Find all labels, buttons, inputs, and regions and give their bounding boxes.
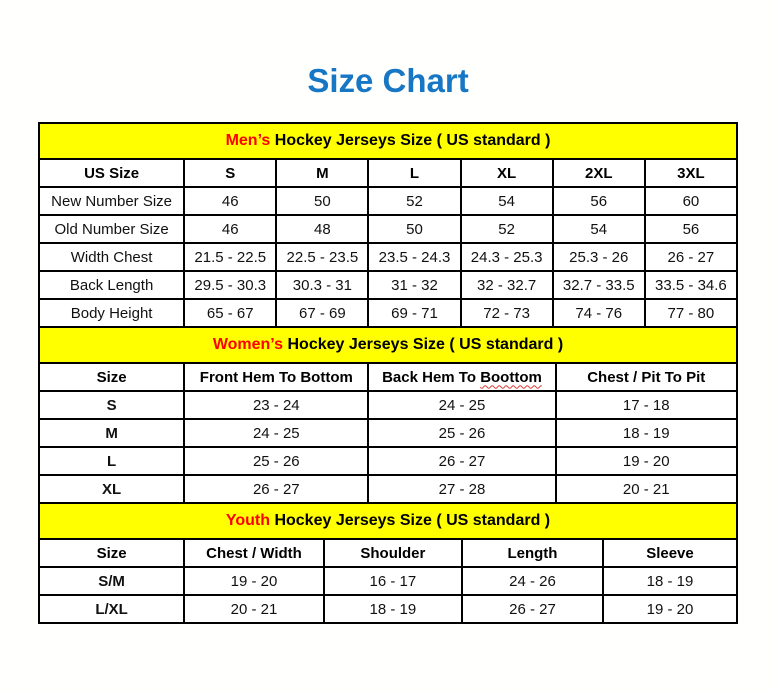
cell: 24.3 - 25.3 (461, 243, 553, 271)
womens-header-row (39, 363, 737, 391)
womens-size-table (38, 326, 738, 504)
cell: 26 - 27 (645, 243, 737, 271)
mens-header-us-size: US Size (39, 159, 184, 187)
cell: 30.3 - 31 (276, 271, 368, 299)
mens-header-m: M (276, 159, 368, 187)
cell: 18 - 19 (556, 419, 738, 447)
cell: 16 - 17 (324, 567, 462, 595)
mens-header-row (39, 159, 737, 187)
cell: 50 (276, 187, 368, 215)
mens-header-2xl: 2XL (553, 159, 645, 187)
row-label: M (39, 419, 184, 447)
cell: 54 (553, 215, 645, 243)
row-label: XL (39, 475, 184, 503)
cell: 25 - 26 (184, 447, 368, 475)
youth-band-title (39, 503, 737, 539)
mens-size-table (38, 122, 738, 328)
youth-header-size: Size (39, 539, 184, 567)
cell: 21.5 - 22.5 (184, 243, 276, 271)
table-row (39, 595, 737, 623)
cell: 19 - 20 (184, 567, 324, 595)
cell: 46 (184, 187, 276, 215)
womens-header-front-hem: Front Hem To Bottom (184, 363, 368, 391)
cell: 19 - 20 (603, 595, 737, 623)
cell: 26 - 27 (184, 475, 368, 503)
cell: 74 - 76 (553, 299, 645, 327)
table-row (39, 243, 737, 271)
table-row (39, 187, 737, 215)
cell: 65 - 67 (184, 299, 276, 327)
cell: 52 (368, 187, 460, 215)
mens-header-s: S (184, 159, 276, 187)
cell: 32 - 32.7 (461, 271, 553, 299)
table-row (39, 391, 737, 419)
youth-header-row (39, 539, 737, 567)
cell: 50 (368, 215, 460, 243)
row-label: Old Number Size (39, 215, 184, 243)
womens-header-back-hem (368, 363, 555, 391)
mens-header-xl: XL (461, 159, 553, 187)
cell: 18 - 19 (324, 595, 462, 623)
back-hem-prefix: Back Hem To (382, 368, 481, 386)
cell: 26 - 27 (368, 447, 555, 475)
youth-header-sleeve: Sleeve (603, 539, 737, 567)
cell: 31 - 32 (368, 271, 460, 299)
cell: 25.3 - 26 (553, 243, 645, 271)
youth-header-chest-width: Chest / Width (184, 539, 324, 567)
cell: 32.7 - 33.5 (553, 271, 645, 299)
youth-band-highlight: Youth (225, 512, 270, 529)
back-hem-misspelled-word: Boottom (480, 368, 542, 386)
cell: 48 (276, 215, 368, 243)
cell: 33.5 - 34.6 (645, 271, 737, 299)
mens-band-title (39, 123, 737, 159)
cell: 52 (461, 215, 553, 243)
youth-band-row (39, 503, 737, 539)
table-row (39, 419, 737, 447)
cell: 27 - 28 (368, 475, 555, 503)
cell: 56 (553, 187, 645, 215)
table-row (39, 447, 737, 475)
cell: 24 - 25 (368, 391, 555, 419)
cell: 72 - 73 (461, 299, 553, 327)
womens-band-row (39, 327, 737, 363)
youth-band-rest: Hockey Jerseys Size ( US standard ) (270, 512, 551, 529)
table-row (39, 567, 737, 595)
womens-header-chest: Chest / Pit To Pit (556, 363, 738, 391)
page-title: Size Chart (307, 62, 469, 99)
row-label: L (39, 447, 184, 475)
cell: 23.5 - 24.3 (368, 243, 460, 271)
cell: 22.5 - 23.5 (276, 243, 368, 271)
row-label: Body Height (39, 299, 184, 327)
row-label: L/XL (39, 595, 184, 623)
womens-band-title (39, 327, 737, 363)
cell: 29.5 - 30.3 (184, 271, 276, 299)
row-label: S/M (39, 567, 184, 595)
cell: 23 - 24 (184, 391, 368, 419)
womens-header-size: Size (39, 363, 184, 391)
cell: 24 - 26 (462, 567, 603, 595)
table-row (39, 299, 737, 327)
mens-band-rest: Hockey Jerseys Size ( US standard ) (270, 132, 551, 149)
cell: 77 - 80 (645, 299, 737, 327)
mens-header-3xl: 3XL (645, 159, 737, 187)
size-chart-tables (38, 122, 738, 624)
cell: 20 - 21 (184, 595, 324, 623)
table-row (39, 215, 737, 243)
mens-header-l: L (368, 159, 460, 187)
youth-header-length: Length (462, 539, 603, 567)
cell: 54 (461, 187, 553, 215)
mens-band-row (39, 123, 737, 159)
cell: 56 (645, 215, 737, 243)
cell: 19 - 20 (556, 447, 738, 475)
cell: 67 - 69 (276, 299, 368, 327)
cell: 26 - 27 (462, 595, 603, 623)
cell: 69 - 71 (368, 299, 460, 327)
row-label: Width Chest (39, 243, 184, 271)
youth-size-table (38, 502, 738, 624)
row-label: New Number Size (39, 187, 184, 215)
table-row (39, 475, 737, 503)
cell: 17 - 18 (556, 391, 738, 419)
cell: 24 - 25 (184, 419, 368, 447)
womens-band-rest: Hockey Jerseys Size ( US standard ) (283, 336, 564, 353)
youth-header-shoulder: Shoulder (324, 539, 462, 567)
cell: 18 - 19 (603, 567, 737, 595)
cell: 20 - 21 (556, 475, 738, 503)
row-label: S (39, 391, 184, 419)
cell: 46 (184, 215, 276, 243)
mens-band-highlight: Men’s (225, 132, 271, 149)
table-row (39, 271, 737, 299)
cell: 25 - 26 (368, 419, 555, 447)
cell: 60 (645, 187, 737, 215)
row-label: Back Length (39, 271, 184, 299)
womens-band-highlight: Women’s (212, 336, 284, 353)
